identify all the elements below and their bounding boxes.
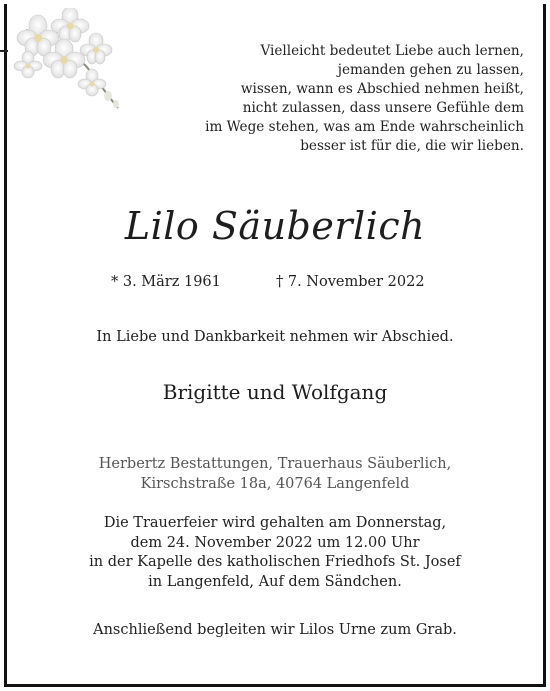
service-line: in Langenfeld, Auf dem Sändchen. xyxy=(148,573,402,590)
closing-text: Anschließend begleiten wir Lilos Urne zum Grab. xyxy=(93,622,457,638)
corner-mark xyxy=(0,50,8,52)
birth-date: * 3. März 1961 xyxy=(111,274,221,290)
undertaker-info xyxy=(0,455,550,494)
death-date: † 7. November 2022 xyxy=(276,274,425,290)
service-info xyxy=(0,514,550,592)
orchid-flower-icon xyxy=(8,8,132,116)
poem-line: jemanden gehen zu lassen, xyxy=(337,62,524,78)
service-line: Die Trauerfeier wird gehalten am Donnerstag, xyxy=(103,515,447,531)
poem-line: im Wege stehen, was am Ende wahrscheinlich xyxy=(205,119,524,135)
service-line: in der Kapelle des katholischen Friedhofs St. Josef xyxy=(89,554,461,570)
deceased-name: Lilo Säuberlich xyxy=(124,204,426,248)
service-line: dem 24. November 2022 um 12.00 Uhr xyxy=(130,534,420,551)
poem-line: Vielleicht bedeutet Liebe auch lernen, xyxy=(260,43,524,59)
poem-line: besser ist für die, die wir lieben. xyxy=(300,138,524,154)
farewell-text: In Liebe und Dankbarkeit nehmen wir Abschied. xyxy=(96,329,454,345)
undertaker-line: Herbertz Bestattungen, Trauerhaus Säuberlich, xyxy=(98,456,452,472)
family-names: Brigitte und Wolfgang xyxy=(162,380,388,404)
poem-line: nicht zulassen, dass unsere Gefühle dem xyxy=(242,100,524,116)
poem xyxy=(124,42,524,156)
poem-line: wissen, wann es Abschied nehmen heißt, xyxy=(240,81,524,97)
undertaker-line: Kirschstraße 18a, 40764 Langenfeld xyxy=(140,475,410,492)
